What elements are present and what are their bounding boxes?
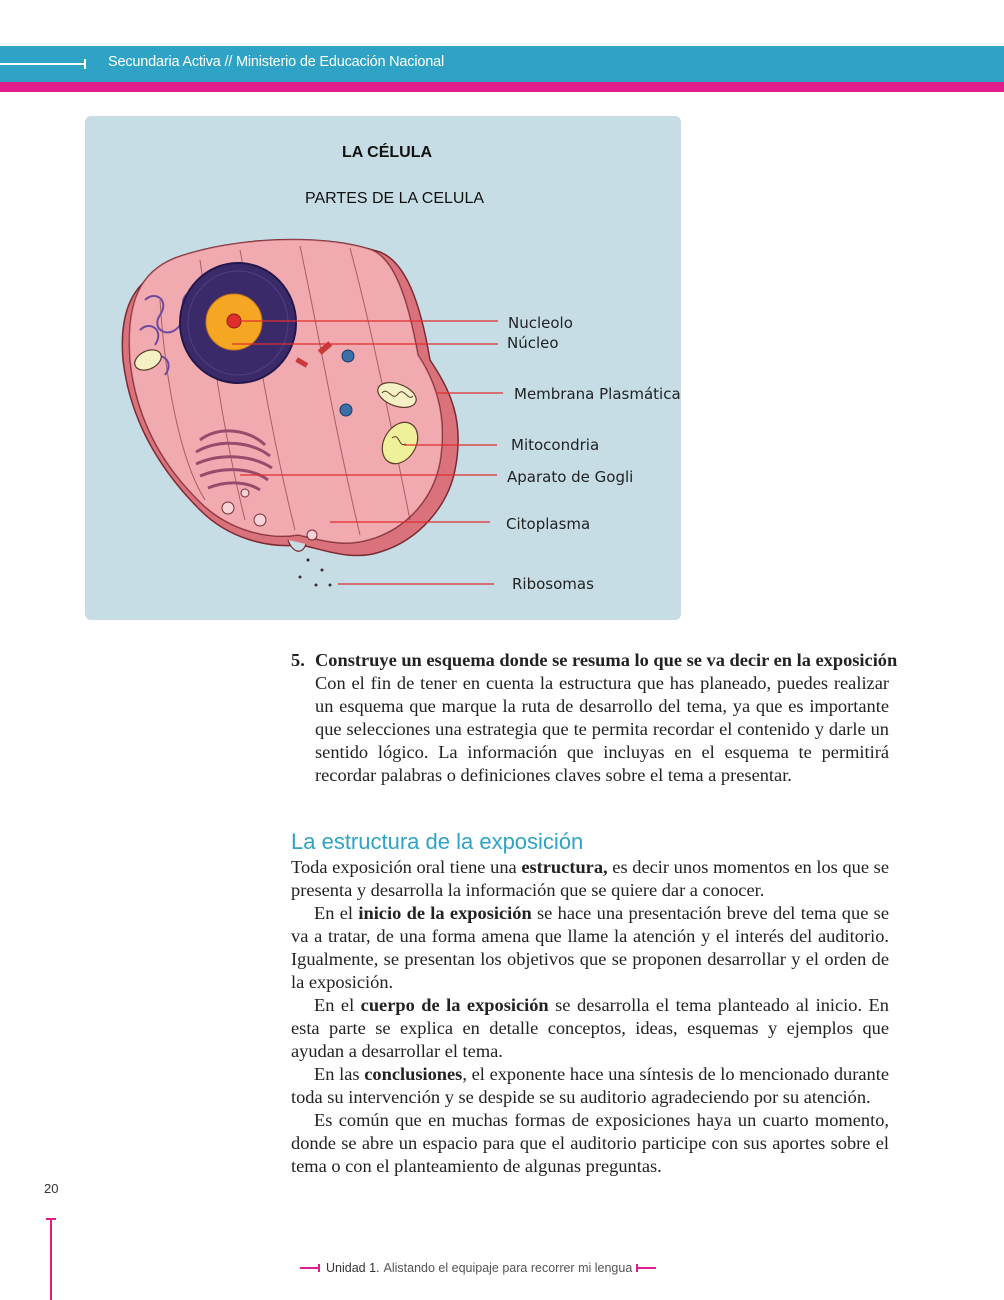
label-membrana: Membrana Plasmática — [514, 385, 681, 403]
item-number: 5. — [291, 650, 305, 670]
header-text: Secundaria Activa // Ministerio de Educación Nacional — [108, 54, 444, 70]
label-golgi: Aparato de Gogli — [507, 468, 634, 486]
activity-item-5 — [291, 649, 898, 787]
section-title: La estructura de la exposición — [291, 829, 584, 854]
paragraph-5: Es común que en muchas formas de exposiciones haya un cuarto momento, donde se abre un espacio para que el auditorio participe con sus aportes sobre el tema o con el planteamiento de algunas preguntas. — [291, 1110, 889, 1176]
label-nucleo: Núcleo — [507, 334, 559, 352]
footer-rule-left — [300, 1267, 320, 1269]
label-nucleolo: Nucleolo — [508, 314, 573, 332]
label-citoplasma: Citoplasma — [506, 515, 591, 533]
figure-title: LA CÉLULA — [342, 144, 433, 161]
side-rule — [50, 1218, 52, 1300]
ribosomes — [299, 559, 332, 587]
item-body: Con el fin de tener en cuenta la estructura que has planeado, puedes realizar un esquema que marque la ruta de desarrollo del tema, ya que es importante que selecciones una estrategia que te permita recordar el contenido y darle un sentido lógico. La información que incluyas en el esquema te permitirá recordar palabras o definiciones claves sobre el tema a presentar. — [315, 673, 889, 785]
footer-unit: Unidad 1. — [326, 1261, 380, 1275]
cell-diagram — [0, 0, 1004, 640]
paragraph-3: En el cuerpo de la exposición se desarrolla el tema planteado al inicio. En esta parte se explica en detalle conceptos, ideas, esquemas y ejemplos que ayudan a desarrollar el tema. — [291, 995, 889, 1061]
footer — [300, 1261, 656, 1275]
section-body — [291, 856, 889, 1178]
lysosome — [340, 404, 352, 416]
footer-rule-right — [636, 1267, 656, 1269]
paragraph-1: Toda exposición oral tiene una estructura, es decir unos momentos en los que se presenta y desarrolla la información que se quiere dar a conocer. — [291, 857, 889, 900]
figure-subtitle: PARTES DE LA CELULA — [305, 190, 485, 207]
page-number: 20 — [44, 1181, 59, 1196]
lysosome — [342, 350, 354, 362]
label-mitocondria: Mitocondria — [511, 436, 600, 454]
paragraph-4: En las conclusiones, el exponente hace una síntesis de lo mencionado durante toda su intervención y se despide se su auditorio agradeciendo por su atención. — [291, 1064, 890, 1107]
footer-title: Alistando el equipaje para recorrer mi lengua — [383, 1261, 633, 1275]
item-heading: Construye un esquema donde se resuma lo que se va decir en la exposición — [315, 650, 898, 670]
label-ribosomas: Ribosomas — [512, 575, 594, 593]
paragraph-2: En el inicio de la exposición se hace una presentación breve del tema que se va a tratar, de una forma amena que llame la atención y el interés del auditorio. Igualmente, se presentan los objetivos que se proponen desarrollar y el orden de la exposición. — [291, 903, 889, 992]
